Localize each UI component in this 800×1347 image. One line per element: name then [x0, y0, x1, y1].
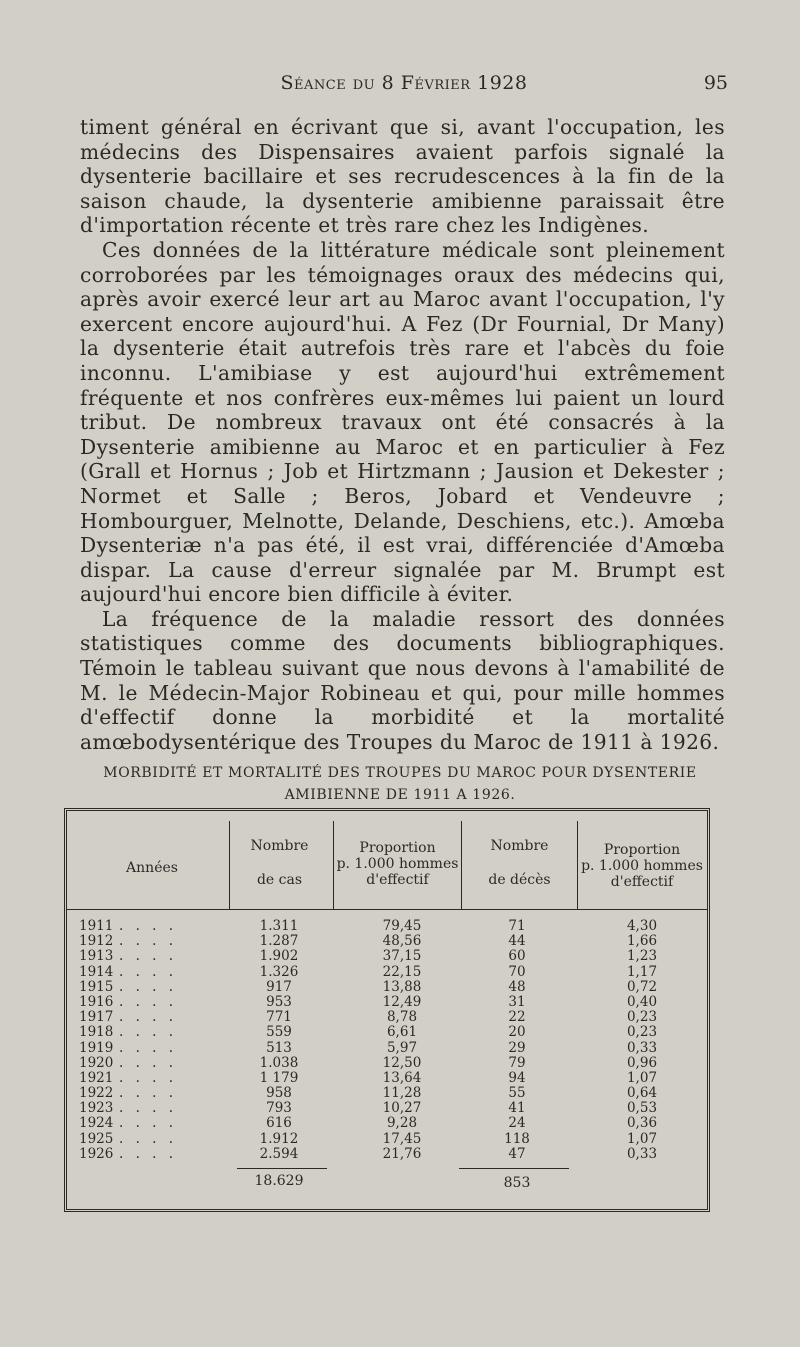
column-divider — [461, 821, 462, 909]
deaths-cell: 71 — [508, 918, 526, 934]
total-cases: 18.629 — [254, 1173, 304, 1189]
cases-proportion-cell: 79,45 — [382, 918, 422, 934]
cases-proportion-cell: 8,78 — [386, 1009, 418, 1026]
leader-dots: . . . . — [119, 918, 178, 934]
deaths-proportion-cell: 0,53 — [626, 1100, 658, 1117]
deaths-cell: 44 — [508, 933, 526, 950]
deaths-proportion-cell: 0,36 — [626, 1115, 658, 1132]
deaths-cell: 60 — [508, 948, 526, 965]
deaths-proportion-cell: 0,23 — [626, 1024, 658, 1041]
cases-proportion-cell: 21,76 — [382, 1145, 422, 1162]
header-prop1-1: Proportion — [359, 840, 436, 856]
cases-proportion-cell: 13,88 — [382, 978, 422, 995]
deaths-cell: 31 — [508, 993, 526, 1010]
header-deaths-1: Nombre — [490, 838, 549, 854]
table-title-line-1: MORBIDITÉ ET MORTALITÉ DES TROUPES DU MAROC POUR DYSENTERIE — [103, 765, 697, 781]
leader-dots: . . . . — [119, 1054, 178, 1071]
deaths-proportion-cell: 0,64 — [626, 1085, 658, 1102]
deaths-proportion-cell: 1,07 — [626, 1069, 658, 1086]
year-cell: 1922 — [79, 1085, 114, 1102]
paragraph-1: timent général en écrivant que si, avant l'occupation, les médecins des Dispensaires avaient parfois signalé la dysenterie bacillaire et ses recrudescences à la fin de la saison chaude, la dysenterie amibienne paraissait être d'importation récente et très rare chez les Indigènes. — [80, 115, 725, 238]
leader-dots: . . . . — [119, 1100, 178, 1117]
deaths-cell: 55 — [508, 1085, 526, 1102]
cases-proportion-cell: 11,28 — [382, 1085, 422, 1102]
table-row — [67, 1132, 707, 1147]
table-row — [67, 949, 707, 964]
header-prop2-1: Proportion — [603, 842, 681, 858]
cases-cell: 793 — [266, 1100, 292, 1117]
table-title-line-2: AMIBIENNE DE 1911 A 1926. — [284, 787, 516, 803]
year-cell: 1911 — [79, 918, 114, 934]
cases-cell: 1.912 — [259, 1130, 299, 1147]
total-rule — [237, 1168, 327, 1169]
deaths-cell: 20 — [508, 1024, 526, 1041]
deaths-cell: 22 — [508, 1009, 526, 1026]
deaths-proportion-cell: 0,40 — [626, 993, 658, 1010]
cases-cell: 771 — [266, 1009, 292, 1026]
leader-dots: . . . . — [119, 993, 178, 1010]
table-row — [67, 1025, 707, 1040]
table-body — [67, 919, 707, 1162]
table-row — [67, 1010, 707, 1025]
cases-cell: 2.594 — [259, 1145, 299, 1162]
deaths-proportion-cell: 0,72 — [626, 978, 658, 995]
header-cases-1: Nombre — [250, 838, 309, 854]
leader-dots: . . . . — [119, 1024, 178, 1041]
leader-dots: . . . . — [119, 963, 178, 980]
year-cell: 1925 — [79, 1130, 114, 1147]
table-row — [67, 1056, 707, 1071]
table-row — [67, 1041, 707, 1056]
cases-cell: 1.311 — [259, 918, 299, 934]
deaths-proportion-cell: 1,07 — [626, 1130, 658, 1147]
running-title: Séance du 8 Février 1928 — [280, 72, 528, 94]
table-row — [67, 1086, 707, 1101]
cases-cell: 958 — [266, 1085, 292, 1102]
deaths-proportion-cell: 0,33 — [626, 1039, 658, 1056]
cases-proportion-cell: 5,97 — [386, 1039, 418, 1056]
deaths-cell: 41 — [508, 1100, 526, 1117]
cases-cell: 559 — [266, 1024, 292, 1041]
cases-cell: 1 179 — [259, 1069, 299, 1086]
year-cell: 1912 — [79, 933, 114, 950]
header-cases-2: de cas — [256, 872, 303, 888]
cases-proportion-cell: 22,15 — [382, 963, 422, 980]
deaths-cell: 79 — [508, 1054, 526, 1071]
header-prop1-3: d'effectif — [366, 872, 429, 888]
deaths-proportion-cell: 0,23 — [626, 1009, 658, 1026]
column-divider — [229, 821, 230, 909]
leader-dots: . . . . — [119, 933, 178, 950]
year-cell: 1918 — [79, 1024, 114, 1041]
cases-proportion-cell: 17,45 — [382, 1130, 422, 1147]
year-cell: 1914 — [79, 963, 114, 980]
header-prop2-3: d'effectif — [610, 874, 674, 890]
year-cell: 1916 — [79, 993, 114, 1010]
leader-dots: . . . . — [119, 1039, 178, 1056]
deaths-cell: 24 — [508, 1115, 526, 1132]
deaths-cell: 70 — [508, 963, 526, 980]
cases-cell: 953 — [266, 993, 292, 1010]
column-divider — [577, 821, 578, 909]
paragraph-3: La fréquence de la maladie ressort des données statistiques comme des documents bibliographiques. Témoin le tableau suivant que nous devons à l'amabilité de M. le Médecin-Major Robineau et qui, pour mille hommes d'effectif donne la morbidité et la mortalité amœbodysentérique des Troupes du Maroc de 1911 à 1926. — [80, 606, 725, 754]
cases-cell: 917 — [266, 978, 292, 995]
cases-cell: 616 — [266, 1115, 292, 1132]
table-row — [67, 995, 707, 1010]
table-header-row — [67, 821, 707, 910]
cases-proportion-cell: 6,61 — [386, 1024, 418, 1041]
year-cell: 1913 — [79, 948, 114, 965]
table-row — [67, 919, 707, 934]
deaths-proportion-cell: 1,17 — [626, 963, 658, 980]
table-row — [67, 980, 707, 995]
paragraph-2: Ces données de la littérature médicale sont pleinement corroborées par les témoignages oraux des médecins qui, après avoir exercé leur art au Maroc avant l'occupation, l'y exercent encore aujourd'hui. A Fez (Dr Fournial, Dr Many) la dysenterie était autrefois très rare et l'abcès du foie inconnu. L'amibiase y est aujourd'hui extrêmement fréquente et nos confrères eux-mêmes lui paient un lourd tribut. De nombreux travaux ont été consacrés à la Dysenterie amibienne au Maroc et en particulier à Fez (Grall et Hornus ; Job et Hirtzmann ; Jausion et Dekester ; Normet et Salle ; Beros, Jobard et Vendeuvre ; Hombourguer, Melnotte, Delande, Deschiens, etc.). Amœba Dysenteriæ n'a pas été, il est vrai, différenciée d'Amœba dispar. La cause d'erreur signalée par M. Brumpt est aujourd'hui encore bien difficile à éviter. — [80, 237, 725, 607]
leader-dots: . . . . — [119, 978, 178, 995]
header-prop1-2: p. 1.000 hommes — [336, 856, 459, 872]
table-row — [67, 934, 707, 949]
year-cell: 1921 — [79, 1069, 114, 1086]
deaths-proportion-cell: 1,23 — [626, 948, 658, 965]
cases-cell: 513 — [266, 1039, 292, 1056]
deaths-cell: 94 — [508, 1069, 526, 1086]
table-row — [67, 965, 707, 980]
year-cell: 1915 — [79, 978, 114, 995]
table-row — [67, 1071, 707, 1086]
deaths-proportion-cell: 1,66 — [626, 933, 658, 950]
cases-proportion-cell: 37,15 — [382, 948, 422, 965]
year-cell: 1923 — [79, 1100, 114, 1117]
deaths-proportion-cell: 0,96 — [626, 1054, 658, 1071]
cases-proportion-cell: 48,56 — [382, 933, 422, 950]
leader-dots: . . . . — [119, 1069, 178, 1086]
column-divider — [333, 821, 334, 909]
deaths-cell: 48 — [508, 978, 526, 995]
year-cell: 1926 — [79, 1145, 114, 1162]
leader-dots: . . . . — [119, 1130, 178, 1147]
leader-dots: . . . . — [119, 948, 178, 965]
cases-cell: 1.038 — [259, 1054, 299, 1071]
leader-dots: . . . . — [119, 1009, 178, 1026]
year-cell: 1920 — [79, 1054, 114, 1071]
leader-dots: . . . . — [119, 1145, 178, 1162]
table-row — [67, 1101, 707, 1116]
page-header — [80, 72, 728, 102]
cases-proportion-cell: 9,28 — [386, 1115, 418, 1132]
year-cell: 1924 — [79, 1115, 114, 1132]
table-title — [60, 762, 740, 806]
deaths-proportion-cell: 0,33 — [626, 1145, 658, 1162]
header-prop2-2: p. 1.000 hommes — [581, 858, 703, 874]
header-deaths-2: de décès — [488, 872, 551, 888]
cases-proportion-cell: 12,50 — [382, 1054, 422, 1071]
year-cell: 1917 — [79, 1009, 114, 1026]
body-text — [80, 115, 725, 754]
total-deaths: 853 — [503, 1175, 531, 1191]
page-number: 95 — [703, 72, 728, 94]
year-cell: 1919 — [79, 1039, 114, 1056]
header-years: Années — [126, 860, 178, 876]
leader-dots: . . . . — [119, 1115, 178, 1132]
deaths-cell: 118 — [504, 1130, 530, 1147]
deaths-cell: 29 — [508, 1039, 526, 1056]
total-rule — [459, 1168, 569, 1169]
cases-proportion-cell: 12,49 — [382, 993, 422, 1010]
cases-cell: 1.287 — [259, 933, 299, 950]
cases-cell: 1.902 — [259, 948, 299, 965]
cases-cell: 1.326 — [259, 963, 299, 980]
table-row — [67, 1147, 707, 1162]
cases-proportion-cell: 10,27 — [382, 1100, 422, 1117]
leader-dots: . . . . — [119, 1085, 178, 1102]
cases-proportion-cell: 13,64 — [382, 1069, 422, 1086]
deaths-proportion-cell: 4,30 — [626, 918, 658, 934]
table-row — [67, 1116, 707, 1131]
deaths-cell: 47 — [508, 1145, 526, 1162]
statistics-table — [64, 808, 710, 1212]
